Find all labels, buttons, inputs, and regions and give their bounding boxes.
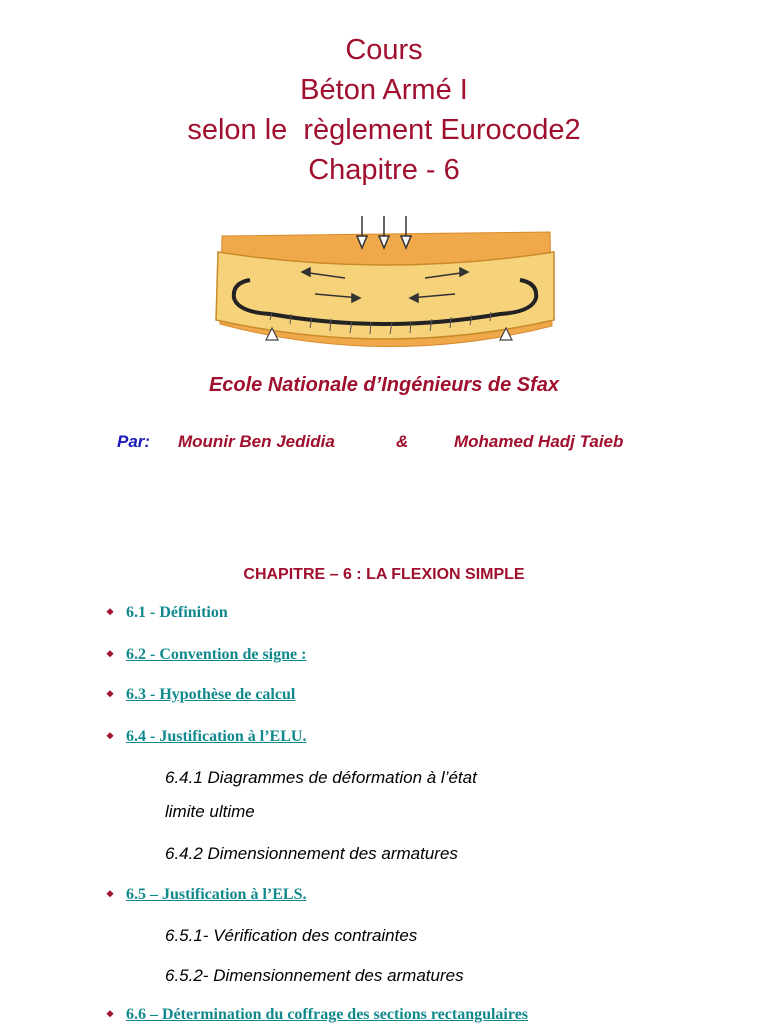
toc-sub-6-4-2: 6.4.2 Dimensionnement des armatures [165, 844, 458, 863]
toc-item-label: 6.6 – Détermination du coffrage des sections rectangulaires [126, 1006, 529, 1023]
toc-item-6-6[interactable] [106, 1006, 528, 1024]
toc-sub-6-5-1: 6.5.1- Vérification des contraintes [165, 926, 418, 945]
title-line-3: selon le règlement Eurocode2 [187, 114, 581, 146]
toc-item-label: 6.4 - Justification à l’ELU. [126, 728, 307, 745]
chapter-title: CHAPITRE – 6 : LA FLEXION SIMPLE [243, 566, 525, 583]
diamond-bullet-icon: ❖ [106, 731, 115, 741]
title-block [0, 30, 768, 190]
toc-item-label: 6.5 – Justification à l’ELS. [126, 886, 307, 903]
toc-sub-6-5-2: 6.5.2- Dimensionnement des armatures [165, 966, 464, 985]
toc-item-6-2[interactable] [106, 646, 306, 664]
authors-prefix: Par: [117, 432, 151, 451]
author-1: Mounir Ben Jedidia [178, 432, 335, 451]
diamond-bullet-icon: ❖ [106, 649, 115, 659]
diamond-bullet-icon: ❖ [106, 689, 115, 699]
toc-item-label: 6.3 - Hypothèse de calcul [126, 686, 296, 703]
toc-item-6-5[interactable] [106, 886, 306, 904]
diamond-bullet-icon: ❖ [106, 889, 115, 899]
diamond-bullet-icon: ❖ [106, 607, 115, 617]
diamond-bullet-icon: ❖ [106, 1009, 115, 1019]
toc-sub-6-4-1-line-1: 6.4.1 Diagrammes de déformation à l’état [165, 768, 477, 787]
toc-item-label: 6.2 - Convention de signe : [126, 646, 307, 663]
school-name: Ecole Nationale d’Ingénieurs de Sfax [208, 374, 560, 396]
toc-item-label: 6.1 - Définition [126, 604, 228, 621]
toc-sub-6-4-1-line-2: limite ultime [165, 802, 255, 821]
toc-item-6-3[interactable] [106, 686, 295, 704]
author-2: Mohamed Hadj Taieb [454, 432, 624, 451]
toc-item-6-1[interactable] [106, 604, 228, 622]
toc-item-6-4[interactable] [106, 728, 306, 746]
title-line-2: Béton Armé I [300, 74, 468, 106]
bending-beam-illustration [210, 208, 560, 360]
title-line-4: Chapitre - 6 [308, 154, 460, 186]
authors-separator: & [396, 432, 409, 451]
title-line-1: Cours [345, 34, 423, 66]
